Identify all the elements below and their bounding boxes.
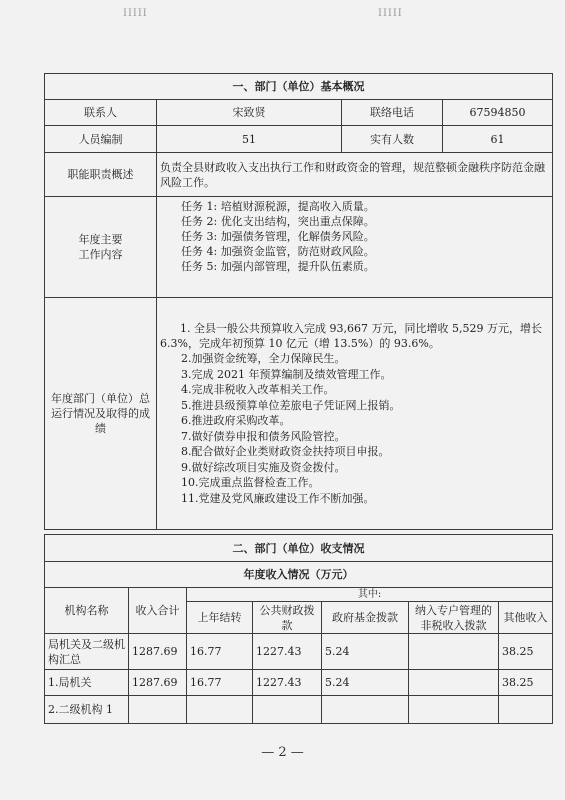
overall-item: 10.完成重点监督检查工作。 xyxy=(181,476,320,489)
duty-label: 职能职责概述 xyxy=(45,153,157,197)
task-item: 任务 4: 加强资金监管，防范财政风险。 xyxy=(181,245,375,258)
row-carryover: 16.77 xyxy=(187,670,253,696)
header-nontax: 纳入专户管理的非税收入拨款 xyxy=(409,602,499,634)
row-general-budget: 1227.43 xyxy=(253,670,322,696)
row-other: 38.25 xyxy=(499,634,553,670)
overall-item: 11.党建及党风廉政建设工作不断加强。 xyxy=(181,491,375,505)
income-title: 年度收入情况（万元） xyxy=(45,562,553,588)
header-org: 机构名称 xyxy=(45,588,129,634)
staff-label: 人员编制 xyxy=(45,126,157,153)
task-item: 任务 2: 优化支出结构，突出重点保障。 xyxy=(181,215,375,228)
overall-item: 5.推进县级预算单位差旅电子凭证网上报销。 xyxy=(181,398,401,412)
overall-item: 6.推进政府采购改革。 xyxy=(181,414,291,427)
overall-item: 2.加强资金统筹，全力保障民生。 xyxy=(181,352,346,365)
overall-item: 1. 全县一般公共预算收入完成 93,667 万元，同比增收 5,529 万元，增长 6.3%，完成年初预算 10 亿元（增 13.5%）的 93.6%。 xyxy=(160,322,542,350)
tasks-list xyxy=(157,197,553,298)
table-row xyxy=(45,696,553,724)
header-carryover: 上年结转 xyxy=(187,602,253,634)
contact-value: 宋致贤 xyxy=(157,100,342,126)
table-row xyxy=(45,634,553,670)
row-total: 1287.69 xyxy=(129,634,187,670)
row-other: 38.25 xyxy=(499,670,553,696)
duty-text: 负责全县财政收入支出执行工作和财政资金的管理，规范整顿金融秩序防范金融风险工作。 xyxy=(157,153,553,197)
row-general-budget xyxy=(253,696,322,724)
actual-staff-value: 61 xyxy=(443,126,553,153)
phone-value: 67594850 xyxy=(443,100,553,126)
row-nontax xyxy=(409,634,499,670)
row-total xyxy=(129,696,187,724)
task-item: 任务 5: 加强内部管理，提升队伍素质。 xyxy=(181,260,375,273)
row-nontax xyxy=(409,670,499,696)
row-gov-fund xyxy=(322,696,409,724)
scan-mark-right: ⅠⅠⅠⅠⅠ xyxy=(378,8,403,19)
header-total: 收入合计 xyxy=(129,588,187,634)
row-org: 2.二级机构 1 xyxy=(45,696,129,724)
row-total: 1287.69 xyxy=(129,670,187,696)
section1-title: 一、部门（单位）基本概况 xyxy=(45,74,553,100)
row-gov-fund: 5.24 xyxy=(322,634,409,670)
row-gov-fund: 5.24 xyxy=(322,670,409,696)
header-other: 其他收入 xyxy=(499,602,553,634)
overall-item: 9.做好综改项目实施及资金拨付。 xyxy=(181,460,346,474)
table-row xyxy=(45,670,553,696)
staff-value: 51 xyxy=(157,126,342,153)
row-nontax xyxy=(409,696,499,724)
income-table xyxy=(44,534,553,724)
row-other xyxy=(499,696,553,724)
row-org: 1.局机关 xyxy=(45,670,129,696)
tasks-label: 年度主要 工作内容 xyxy=(45,197,157,298)
header-of-which: 其中: xyxy=(187,588,553,602)
scan-mark-left: ⅠⅠⅠⅠⅠ xyxy=(123,8,148,19)
task-item: 任务 3: 加强债务管理，化解债务风险。 xyxy=(181,230,375,243)
header-general-budget: 公共财政拨款 xyxy=(253,602,322,634)
overall-item: 3.完成 2021 年预算编制及绩效管理工作。 xyxy=(181,367,392,381)
contact-label: 联系人 xyxy=(45,100,157,126)
basic-overview-table xyxy=(44,73,553,530)
overall-item: 4.完成非税收入改革相关工作。 xyxy=(181,383,335,396)
row-carryover xyxy=(187,696,253,724)
overall-item: 8.配合做好企业类财政资金扶持项目申报。 xyxy=(181,445,390,458)
actual-staff-label: 实有人数 xyxy=(342,126,443,153)
row-general-budget: 1227.43 xyxy=(253,634,322,670)
overall-list xyxy=(157,298,553,530)
header-gov-fund: 政府基金拨款 xyxy=(322,602,409,634)
section2-title: 二、部门（单位）收支情况 xyxy=(45,535,553,562)
row-org: 局机关及二级机构汇总 xyxy=(45,634,129,670)
page-number: — 2 — xyxy=(261,745,304,760)
overall-item: 7.做好债券申报和债务风险管控。 xyxy=(181,429,346,443)
overall-label: 年度部门（单位）总运行情况及取得的成绩 xyxy=(45,298,157,530)
task-item: 任务 1: 培植财源税源，提高收入质量。 xyxy=(181,200,375,213)
phone-label: 联络电话 xyxy=(342,100,443,126)
row-carryover: 16.77 xyxy=(187,634,253,670)
